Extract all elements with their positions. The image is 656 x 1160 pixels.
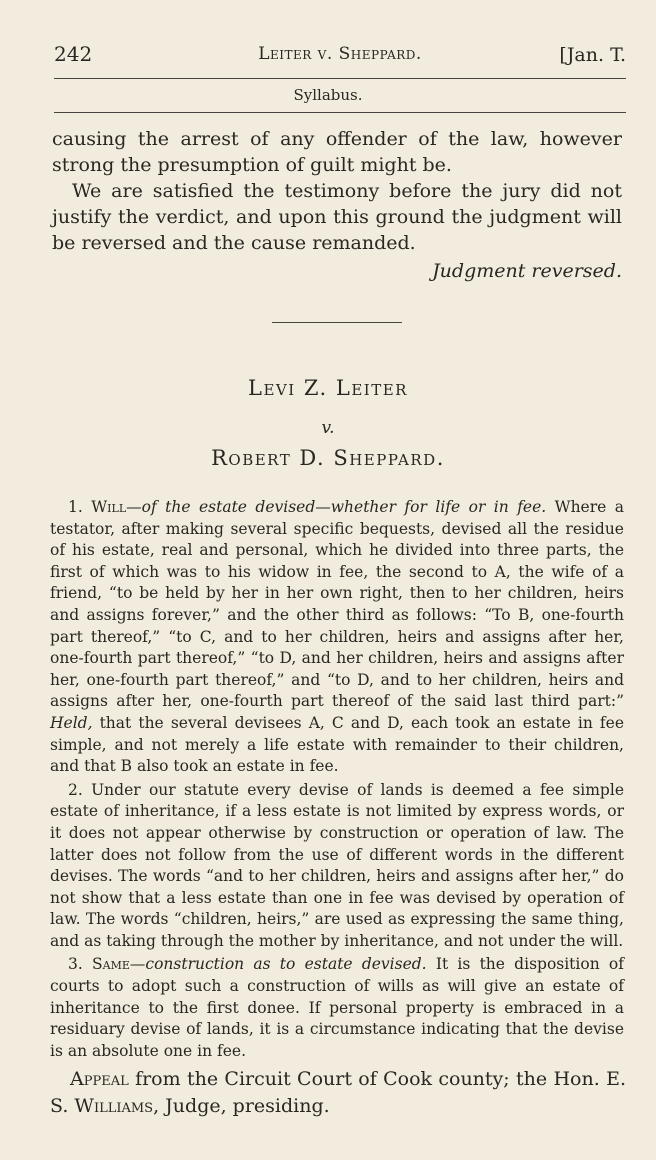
case-plaintiff: Levi Z. Leiter <box>248 376 408 400</box>
opinion-paragraph: causing the arrest of any offender of the law, however strong the presumption of guilt might be. <box>52 128 622 176</box>
held-label: Held, <box>50 713 93 732</box>
syllabus-rule <box>54 112 626 113</box>
header-rule <box>54 78 626 79</box>
headnote-body: Under our statute every devise of lands is deemed a fee simple estate of inheritance, if a less estate is not limited by express words, or it does not appear otherwise by construction or operation of law. The latter does not follow from the use of different words in the different devises. The words “and to her children, heirs and assigns after her,” do not show that a less estate than one in fee was devised by operation of law. The words “children, heirs,” are used as expressing the same thing, and as taking through the mother by inheritance, and not under the will. <box>50 780 624 950</box>
headnote-body: It is the disposition of courts to adopt such a construction of wills as will give an estate of inheritance to the first donee. If personal property is embraced in a residuary devise of lands, it is a circumstance indicating that the devise is an absolute one in fee. <box>50 955 624 1060</box>
section-divider <box>272 322 402 323</box>
term-label: [Jan. T. <box>559 44 626 66</box>
opinion-conclusion <box>52 126 622 284</box>
page-header <box>54 42 626 72</box>
judgment-line: Judgment reversed. <box>432 260 622 282</box>
case-defendant: Robert D. Sheppard. <box>211 446 445 470</box>
case-versus: v. <box>321 418 335 438</box>
headnotes <box>50 497 624 1064</box>
headnote-number: 3. <box>68 955 83 974</box>
headnote-subheading: —of the estate devised—whether for life or in fee. <box>126 498 547 516</box>
running-title: Leiter v. Sheppard. <box>258 44 422 64</box>
appeal-lead: Appeal <box>70 1068 129 1090</box>
headnote-body: Where a testator, after making several specific bequests, devised all the residue of his estate, real and personal, which he divided into three parts, the first of which was to his widow in fee, the second to A, the wife of a friend, “to be held by her in her own right, then to her children, heirs and assigns forever,” and the other third as follows: “To B, one-fourth part thereof,” “to C, and to her children, heirs and assigns after her, one-fourth part thereof,” “to D, and her children, heirs and assigns after her, one-fourth part thereof,” and “to D, and to her children, heirs and assigns after her, one-fourth part thereof of the said last third part:” <box>50 498 624 711</box>
syllabus-label: Syllabus. <box>293 86 363 104</box>
headnote-1 <box>50 497 624 778</box>
held-body: that the several devisees A, C and D, each took an estate in fee simple, and not merely a life estate with remainder to their children, and that B also took an estate in fee. <box>50 713 624 776</box>
headnote-heading: Same <box>92 955 130 974</box>
headnote-heading: Will <box>91 498 127 516</box>
judge-name: Williams <box>74 1095 154 1117</box>
headnote-number: 2. <box>68 780 83 799</box>
appeal-text-end: , Judge, presiding. <box>153 1095 330 1117</box>
opinion-paragraph: We are satisfied the testimony before the jury did not justify the verdict, and upon this ground the judgment will be reversed and the cause remanded. <box>52 180 622 254</box>
appeal-statement <box>50 1066 626 1120</box>
headnote-number: 1. <box>68 498 83 516</box>
headnote-subheading: —construction as to estate devised. <box>129 955 427 974</box>
headnote-2 <box>50 780 624 953</box>
page-number: 242 <box>54 42 93 66</box>
headnote-3 <box>50 954 624 1062</box>
appeal-text: from the Circuit Court of Cook county; the Hon. E. S. <box>50 1068 626 1117</box>
